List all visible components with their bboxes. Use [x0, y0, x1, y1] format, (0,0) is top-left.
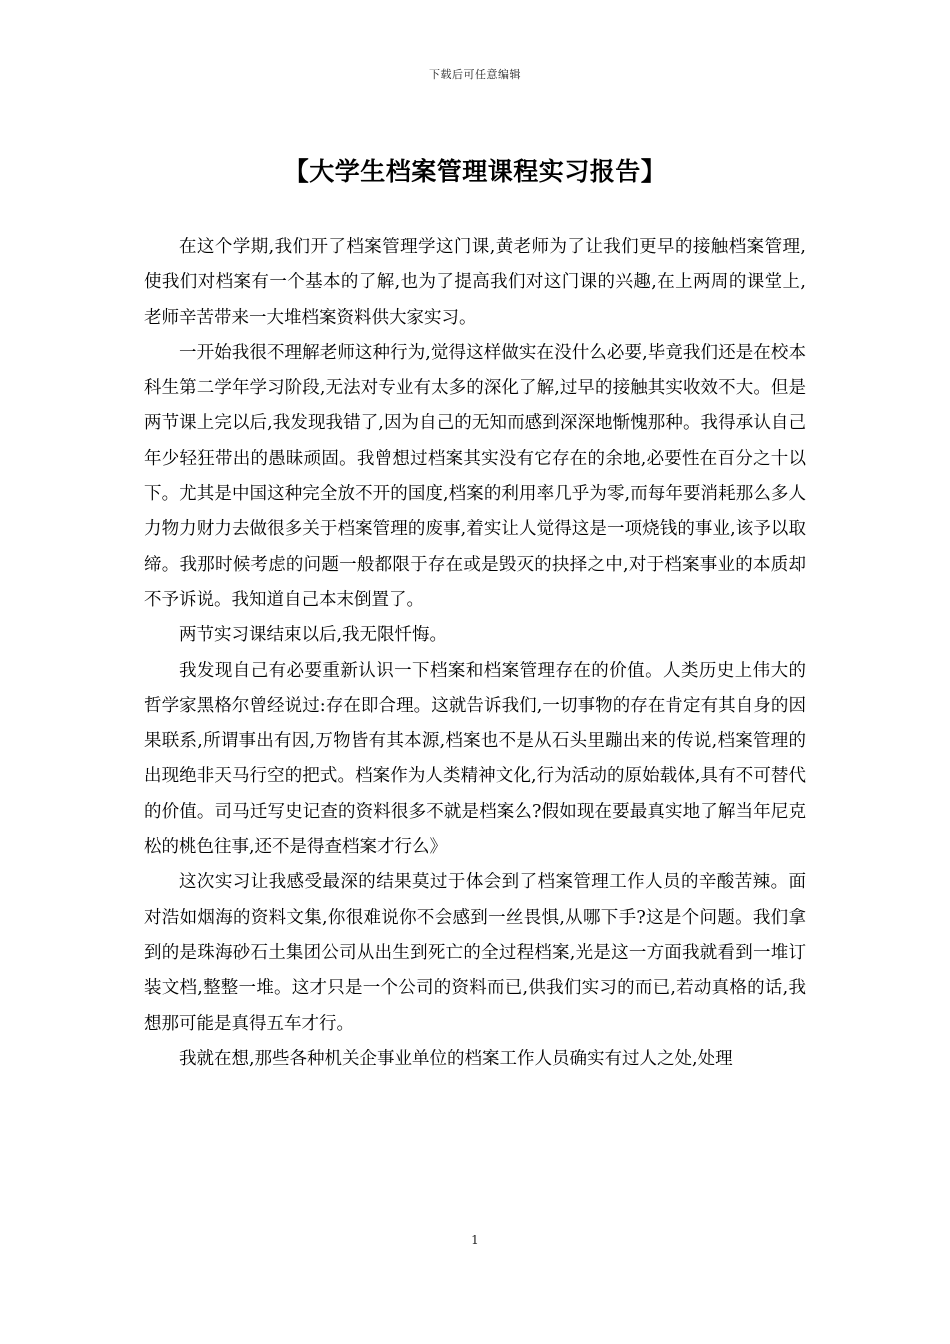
paragraph: 两节实习课结束以后,我无限忏悔。 [179, 625, 448, 646]
paragraph: 一开始我很不理解老师这种行为,觉得这样做实在没什么必要,毕竟我们还是在校本科生第二学年学习阶段,无法对专业有太多的深化了解,过早的接触其实收效不大。但是两节课上完以后,我发现我错了,因为自己的无知而感到深深地惭愧那种。我得承认自己年少轻狂带出的愚昧顽固。我曾想过档案其实没有它存在的余地,必要性在百分之十以下。尤其是中国这种完全放不开的国度,档案的利用率几乎为零,而每年要消耗那么多人力物力财力去做很多关于档案管理的废事,着实让人觉得这是一项烧钱的事业,该予以取缔。我那时候考虑的问题一般都限于存在或是毁灭的抉择之中,对于档案事业的本质却不予诉说。我知道自己本末倒置了。 [144, 342, 806, 610]
header-note: 下载后可任意编辑 [429, 68, 521, 81]
paragraph: 我就在想,那些各种机关企事业单位的档案工作人员确实有过人之处,处理 [179, 1048, 733, 1069]
page-number: 1 [471, 1233, 479, 1247]
document-title: 【大学生档案管理课程实习报告】 [283, 157, 667, 186]
document-body [144, 230, 806, 1077]
paragraph: 这次实习让我感受最深的结果莫过于体会到了档案管理工作人员的辛酸苦辣。面对浩如烟海的资料文集,你很难说你不会感到一丝畏惧,从哪下手?这是个问题。我们拿到的是珠海砂石土集团公司从出生到死亡的全过程档案,光是这一方面我就看到一堆订装文档,整整一堆。这才只是一个公司的资料而已,供我们实习的而已,若动真格的话,我想那可能是真得五车才行。 [144, 872, 806, 1034]
paragraph: 我发现自己有必要重新认识一下档案和档案管理存在的价值。人类历史上伟大的哲学家黑格尔曾经说过:存在即合理。这就告诉我们,一切事物的存在肯定有其自身的因果联系,所谓事出有因,万物皆有其本源,档案也不是从石头里蹦出来的传说,档案管理的出现绝非天马行空的把式。档案作为人类精神文化,行为活动的原始载体,具有不可替代的价值。司马迁写史记查的资料很多不就是档案么?假如现在要最真实地了解当年尼克松的桃色往事,还不是得查档案才行么》 [144, 660, 806, 858]
paragraph: 在这个学期,我们开了档案管理学这门课,黄老师为了让我们更早的接触档案管理,使我们对档案有一个基本的了解,也为了提高我们对这门课的兴趣,在上两周的课堂上,老师辛苦带来一大堆档案资料供大家实习。 [144, 237, 806, 328]
